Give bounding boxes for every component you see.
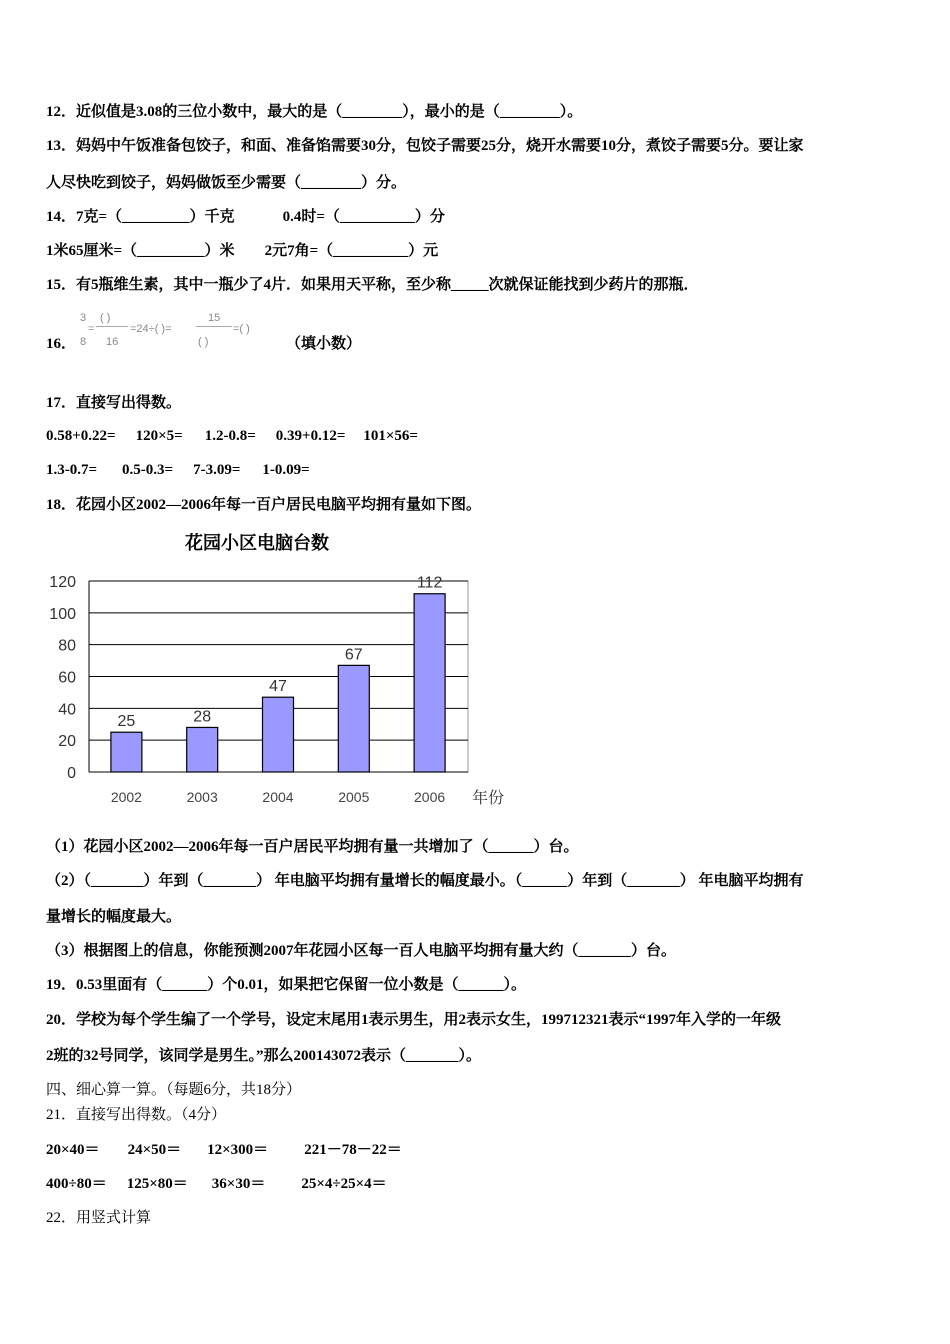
item: 2元7角=（__________）元 — [264, 243, 439, 259]
equation-end: =( ) — [233, 323, 250, 335]
item: 1-0.09= — [262, 462, 310, 478]
question-17: 17．直接写出得数。 — [46, 395, 182, 411]
fraction-equation: 3 8 = ( ) 16 =24÷( )= 15 ( ) =( ) — [80, 312, 250, 348]
y-tick-label: 40 — [58, 701, 76, 719]
question-21: 21．直接写出得数。（4分） — [46, 1107, 227, 1123]
bar-2004 — [263, 697, 294, 772]
fraction-numerator: 3 — [80, 312, 87, 324]
x-tick-label: 2006 — [414, 789, 446, 805]
question-14-row2 — [46, 241, 438, 261]
y-tick-label: 20 — [58, 733, 76, 751]
item: 24×50＝ — [127, 1142, 182, 1158]
item: 20×40＝ — [46, 1142, 100, 1158]
question-18-3: （3）根据图上的信息，你能预测2007年花园小区每一百人电脑平均拥有量大约（_______）台。 — [46, 943, 677, 959]
bar-2003 — [187, 727, 218, 772]
question-18-2-cont: 量增长的幅度最大。 — [46, 909, 182, 925]
item: 12×300＝ — [207, 1142, 269, 1158]
item: 36×30＝ — [211, 1176, 266, 1192]
question-19: 19．0.53里面有（______）个0.01，如果把它保留一位小数是（______）。 — [46, 977, 527, 993]
item: 221－78－22＝ — [304, 1142, 402, 1158]
bar-2006 — [414, 594, 445, 772]
x-tick-label: 2005 — [338, 789, 370, 805]
data-label: 28 — [193, 708, 212, 726]
equation-middle: =24÷( )= — [130, 323, 172, 335]
y-tick-label: 0 — [67, 765, 76, 782]
data-label: 47 — [269, 678, 287, 696]
item: 25×4÷25×4＝ — [301, 1176, 387, 1192]
question-18-1: （1）花园小区2002—2006年每一百户居民平均拥有量一共增加了（______）台。 — [46, 839, 579, 855]
question-22: 22．用竖式计算 — [46, 1210, 152, 1226]
y-tick-label: 120 — [49, 574, 76, 591]
x-tick-label: 2003 — [186, 789, 218, 805]
bar-chart — [0, 525, 540, 825]
item: 1.2-0.8= — [204, 428, 256, 444]
question-12: 12．近似值是3.08的三位小数中，最大的是（________），最小的是（________）。 — [46, 104, 583, 120]
item: 101×56= — [363, 428, 418, 444]
question-21-row1 — [46, 1140, 402, 1160]
x-tick-label: 2002 — [110, 789, 142, 805]
item: 0.5-0.3= — [122, 462, 174, 478]
item: 14．7克=（_________）千克 — [46, 209, 235, 225]
question-17-row1 — [46, 426, 418, 446]
x-tick-label: 2004 — [262, 789, 294, 805]
bar-2005 — [338, 665, 369, 772]
y-tick-label: 100 — [49, 605, 76, 623]
fraction-denominator: 8 — [80, 336, 87, 348]
data-label: 25 — [117, 713, 136, 731]
question-14-row1 — [46, 207, 445, 227]
question-13-cont: 人尽快吃到饺子，妈妈做饭至少需要（________）分。 — [46, 175, 407, 191]
question-20: 20．学校为每个学生编了一个学号，设定末尾用1表示男生，用2表示女生，199712321表示“1997年入学的一年级 — [46, 1012, 782, 1028]
item: 125×80＝ — [126, 1176, 188, 1192]
y-tick-label: 80 — [58, 637, 76, 655]
y-tick-label: 60 — [58, 669, 76, 687]
fraction-numerator: 15 — [208, 312, 221, 324]
item: 0.4时=（__________）分 — [282, 209, 445, 225]
item: 1.3-0.7= — [46, 462, 98, 478]
item: 7-3.09= — [193, 462, 241, 478]
question-18-2: （2）（_______）年到（_______） 年电脑平均拥有量增长的幅度最小。（______）年到（_______） 年电脑平均拥有 — [46, 873, 804, 889]
data-label: 67 — [344, 646, 363, 664]
item: 1米65厘米=（_________）米 — [46, 243, 235, 259]
x-axis-label: 年份 — [472, 790, 505, 807]
bar-2002 — [111, 732, 142, 772]
fraction-numerator: ( ) — [100, 312, 111, 324]
question-16-num: 16． — [46, 336, 77, 352]
question-13: 13．妈妈中午饭准备包饺子，和面、准备馅需要30分，包饺子需要25分，烧开水需要10分，煮饺子需要5分。要让家 — [46, 138, 804, 154]
question-21-row2 — [46, 1174, 387, 1194]
fraction-denominator: 16 — [106, 336, 119, 348]
question-17-row2 — [46, 460, 310, 480]
section-4-heading: 四、细心算一算。（每题6分，共18分） — [46, 1082, 302, 1098]
data-label: 112 — [416, 574, 443, 592]
item: 0.39+0.12= — [275, 428, 346, 444]
item: 400÷80＝ — [46, 1176, 107, 1192]
fraction-denominator: ( ) — [198, 336, 209, 348]
chart-title: 花园小区电脑台数 — [185, 533, 329, 553]
item: 120×5= — [135, 428, 183, 444]
item: 0.58+0.22= — [46, 428, 116, 444]
question-15: 15．有5瓶维生素，其中一瓶少了4片．如果用天平称，至少称_____次就保证能找到少药片的那瓶． — [46, 277, 699, 293]
question-20-cont: 2班的32号同学，该同学是男生。”那么200143072表示（_______）。 — [46, 1048, 482, 1064]
question-18: 18．花园小区2002—2006年每一百户居民电脑平均拥有量如下图。 — [46, 497, 482, 513]
question-16-note: （填小数） — [286, 336, 362, 352]
